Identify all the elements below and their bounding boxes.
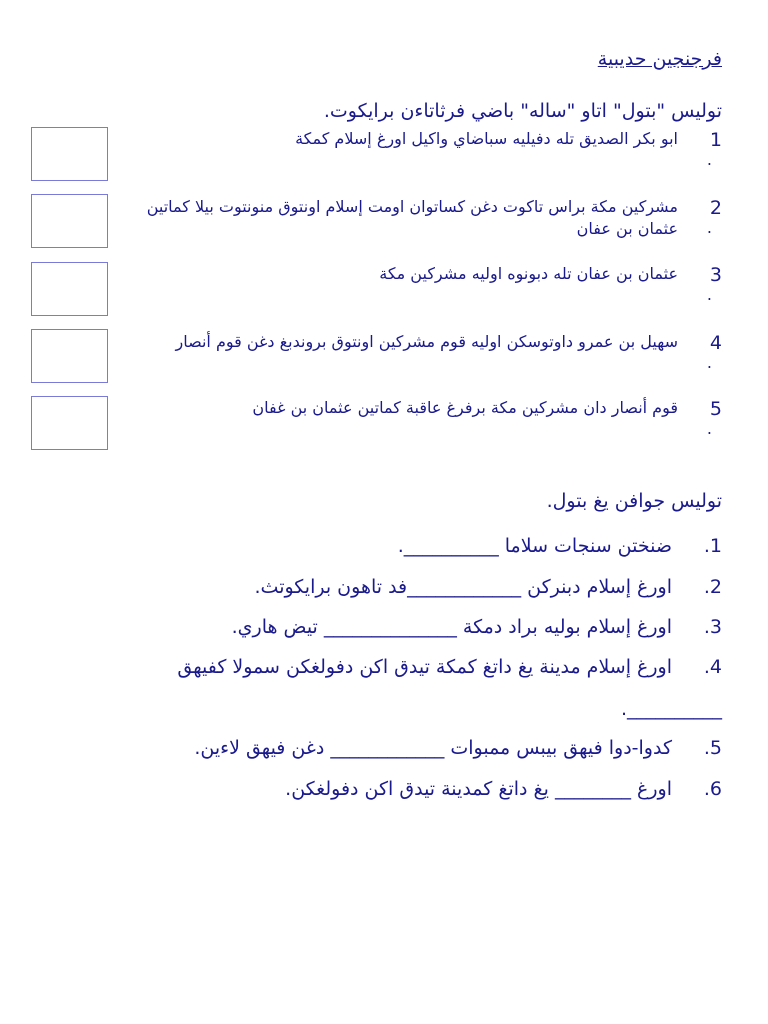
- tf-item-text: قوم أنصار دان مشركين مكة برفرغ عاقبة كماتين عثمان بن غفان: [252, 398, 678, 417]
- tf-item-text: سهيل بن عمرو داوتوسكن اوليه قوم مشركين اونتوق بروندبغ دغن قوم أنصار: [175, 332, 678, 351]
- section2-instruction: توليس جوافن يغ بتول.: [546, 490, 722, 512]
- tf-item-text: عثمان بن عفان تله دبونوه اوليه مشركين مكة: [379, 264, 678, 283]
- tf-item-number: 4: [709, 332, 722, 354]
- answer-box-5[interactable]: [31, 396, 108, 450]
- fill-item-text: كدوا-دوا فيهق بيبس ممبوات ____________ دغن فيهق لاءين.: [194, 737, 672, 759]
- fill-item-2: [255, 574, 723, 600]
- tf-item-number: 5: [709, 398, 722, 420]
- tf-item-dot: .: [706, 353, 712, 372]
- tf-item-3: [122, 263, 722, 303]
- fill-item-number: 5.: [703, 737, 722, 759]
- fill-item-text: اورغ ________ يغ داتغ كمدينة تيدق اكن دفولغكن.: [285, 778, 672, 800]
- fill-item-5: [194, 735, 722, 761]
- page-title: فرجنجين حديبية: [597, 48, 722, 70]
- section1-instruction: توليس "بتول" اتاو "ساله" باضي فرثاتاءن برايكوت.: [323, 100, 722, 122]
- tf-item-text: مشركين مكة براس تاكوت دغن كساتوان اومت إسلام اونتوق منونتوت بيلا كماتين عثمان بن عفان: [146, 197, 678, 238]
- fill-item-number: 2.: [703, 576, 722, 598]
- tf-item-text: ابو بكر الصديق تله دفيليه سباضاي واكيل اورغ إسلام كمكة: [295, 129, 678, 148]
- tf-item-5: [122, 397, 722, 437]
- tf-item-number: 3: [709, 264, 722, 286]
- fill-item-number: 1.: [703, 535, 722, 557]
- fill-item-1: [398, 533, 722, 559]
- fill-item-6: [285, 776, 722, 802]
- fill-item-text: اورغ إسلام دبنركن ____________فد تاهون برايكوتث.: [254, 576, 672, 598]
- tf-item-4: [122, 331, 722, 371]
- answer-box-1[interactable]: [31, 127, 108, 181]
- fill-item-number: 4.: [703, 656, 722, 678]
- tf-item-number: 1: [709, 129, 722, 151]
- tf-item-dot: .: [706, 150, 712, 169]
- tf-item-2: [122, 196, 722, 240]
- answer-box-3[interactable]: [31, 262, 108, 316]
- tf-item-dot: .: [706, 285, 712, 304]
- fill-item-number: 6.: [703, 778, 722, 800]
- fill-item-4-continuation: __________.: [620, 698, 722, 720]
- tf-item-1: [122, 128, 722, 168]
- fill-item-3: [232, 614, 722, 640]
- fill-item-4: [177, 654, 722, 680]
- answer-box-4[interactable]: [31, 329, 108, 383]
- tf-item-dot: .: [706, 218, 712, 237]
- fill-item-text: ضنختن سنجات سلاما __________.: [397, 535, 672, 557]
- fill-item-text: اورغ إسلام بوليه براد دمكة ______________ تيض هاري.: [231, 616, 672, 638]
- fill-item-number: 3.: [703, 616, 722, 638]
- answer-box-2[interactable]: [31, 194, 108, 248]
- tf-item-number: 2: [709, 197, 722, 219]
- fill-item-text: اورغ إسلام مدينة يغ داتغ كمكة تيدق اكن دفولغكن سمولا كفيهق: [177, 656, 672, 678]
- tf-item-dot: .: [706, 419, 712, 438]
